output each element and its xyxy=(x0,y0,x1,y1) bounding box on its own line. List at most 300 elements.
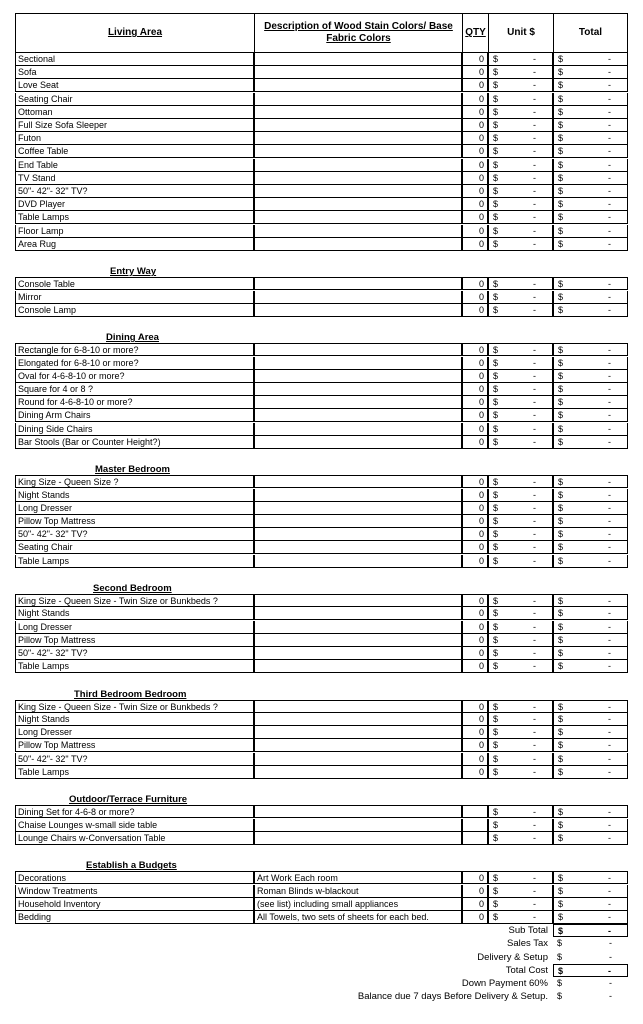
item-total xyxy=(553,660,628,673)
currency-symbol: $ xyxy=(558,410,564,421)
item-description[interactable] xyxy=(254,594,462,607)
table-row xyxy=(0,211,643,224)
item-unit-price xyxy=(488,304,553,317)
currency-symbol: $ xyxy=(493,714,499,724)
item-total xyxy=(553,607,628,620)
item-unit-price xyxy=(488,132,553,145)
currency-symbol: $ xyxy=(558,648,564,658)
item-qty[interactable]: 0 xyxy=(462,145,488,158)
item-qty[interactable]: 0 xyxy=(462,911,488,924)
item-description[interactable] xyxy=(254,634,462,647)
amount-value: - xyxy=(608,873,611,884)
currency-symbol: $ xyxy=(493,912,499,922)
table-row xyxy=(0,726,643,739)
currency-symbol: $ xyxy=(493,279,499,290)
item-total xyxy=(553,53,628,66)
item-name: 50"- 42"- 32" TV? xyxy=(15,185,254,198)
item-description[interactable] xyxy=(254,291,462,304)
summary-label: Sales Tax xyxy=(506,938,548,950)
item-qty[interactable]: 0 xyxy=(462,185,488,198)
currency-symbol: $ xyxy=(558,701,564,712)
header-living-area xyxy=(15,13,255,53)
item-name: Full Size Sofa Sleeper xyxy=(15,119,254,132)
item-qty[interactable]: 0 xyxy=(462,119,488,132)
amount-value: - xyxy=(533,661,536,672)
item-unit-price xyxy=(488,713,553,726)
item-qty[interactable] xyxy=(462,832,488,845)
summary-label: Delivery & Setup xyxy=(477,951,548,963)
item-description[interactable] xyxy=(254,409,462,422)
item-qty[interactable]: 0 xyxy=(462,225,488,238)
item-qty[interactable]: 0 xyxy=(462,238,488,251)
item-qty[interactable]: 0 xyxy=(462,396,488,409)
item-description[interactable] xyxy=(254,475,462,488)
item-name: Bar Stools (Bar or Counter Height?) xyxy=(15,436,254,449)
amount-value: - xyxy=(533,701,536,712)
summary-value xyxy=(553,964,628,977)
amount-value: - xyxy=(608,542,611,553)
table-row xyxy=(0,739,643,752)
item-description[interactable] xyxy=(254,66,462,79)
currency-symbol: $ xyxy=(558,370,564,381)
item-qty[interactable]: 0 xyxy=(462,647,488,660)
item-name: Long Dresser xyxy=(15,726,254,739)
item-description[interactable] xyxy=(254,832,462,845)
item-description[interactable] xyxy=(254,541,462,554)
table-row xyxy=(0,277,643,290)
item-unit-price xyxy=(488,93,553,106)
currency-symbol: $ xyxy=(493,54,499,64)
item-unit-price xyxy=(488,409,553,422)
amount-value: - xyxy=(533,555,536,566)
item-unit-price xyxy=(488,634,553,647)
amount-value: - xyxy=(533,159,536,170)
item-name: Floor Lamp xyxy=(15,225,254,238)
amount-value: - xyxy=(609,938,612,949)
item-qty[interactable]: 0 xyxy=(462,700,488,713)
item-unit-price xyxy=(488,225,553,238)
table-row xyxy=(0,304,643,317)
item-qty[interactable]: 0 xyxy=(462,409,488,422)
item-qty[interactable]: 0 xyxy=(462,277,488,290)
currency-symbol: $ xyxy=(558,714,564,724)
currency-symbol: $ xyxy=(558,279,564,290)
currency-symbol: $ xyxy=(558,502,564,513)
item-description[interactable] xyxy=(254,172,462,185)
item-total xyxy=(553,357,628,370)
item-qty[interactable]: 0 xyxy=(462,436,488,449)
currency-symbol: $ xyxy=(493,885,499,896)
item-qty[interactable]: 0 xyxy=(462,211,488,224)
item-description[interactable] xyxy=(254,343,462,356)
item-description[interactable] xyxy=(254,357,462,370)
item-description[interactable] xyxy=(254,198,462,211)
item-description[interactable] xyxy=(254,423,462,436)
item-qty[interactable]: 0 xyxy=(462,53,488,66)
currency-symbol: $ xyxy=(493,766,499,777)
item-qty[interactable] xyxy=(462,805,488,818)
item-qty[interactable]: 0 xyxy=(462,528,488,541)
item-unit-price xyxy=(488,502,553,515)
table-row xyxy=(0,370,643,383)
amount-value: - xyxy=(608,397,611,408)
item-unit-price xyxy=(488,700,553,713)
item-description[interactable]: Art Work Each room xyxy=(254,871,462,884)
currency-symbol: $ xyxy=(493,225,499,236)
item-qty[interactable]: 0 xyxy=(462,304,488,317)
item-qty[interactable]: 0 xyxy=(462,489,488,502)
item-description[interactable] xyxy=(254,185,462,198)
item-unit-price xyxy=(488,396,553,409)
item-qty[interactable]: 0 xyxy=(462,343,488,356)
amount-value: - xyxy=(533,370,536,381)
currency-symbol: $ xyxy=(493,701,499,712)
item-total xyxy=(553,185,628,198)
amount-value: - xyxy=(533,423,536,434)
amount-value: - xyxy=(608,186,611,196)
table-row xyxy=(0,185,643,198)
item-description[interactable] xyxy=(254,753,462,766)
amount-value: - xyxy=(608,279,611,290)
currency-symbol: $ xyxy=(493,357,499,368)
item-name: Lounge Chairs w-Conversation Table xyxy=(15,832,254,845)
currency-symbol: $ xyxy=(493,186,499,196)
item-name: Elongated for 6-8-10 or more? xyxy=(15,357,254,370)
amount-value: - xyxy=(533,357,536,368)
table-row xyxy=(0,172,643,185)
item-description[interactable]: Roman Blinds w-blackout xyxy=(254,885,462,898)
item-unit-price xyxy=(488,66,553,79)
item-name: Night Stands xyxy=(15,489,254,502)
item-description[interactable] xyxy=(254,93,462,106)
item-description[interactable] xyxy=(254,225,462,238)
currency-symbol: $ xyxy=(493,596,499,607)
item-total xyxy=(553,621,628,634)
item-qty[interactable]: 0 xyxy=(462,383,488,396)
item-unit-price xyxy=(488,885,553,898)
item-name: Table Lamps xyxy=(15,211,254,224)
currency-symbol: $ xyxy=(493,67,499,78)
item-unit-price xyxy=(488,423,553,436)
table-row xyxy=(0,607,643,620)
item-name: Square for 4 or 8 ? xyxy=(15,383,254,396)
item-description[interactable] xyxy=(254,436,462,449)
amount-value: - xyxy=(608,727,611,738)
item-total xyxy=(553,489,628,502)
item-description[interactable] xyxy=(254,739,462,752)
item-description[interactable] xyxy=(254,370,462,383)
item-name: Table Lamps xyxy=(15,766,254,779)
item-description[interactable] xyxy=(254,145,462,158)
item-qty[interactable]: 0 xyxy=(462,739,488,752)
item-name: Household Inventory xyxy=(15,898,254,911)
item-total xyxy=(553,436,628,449)
item-description[interactable] xyxy=(254,383,462,396)
item-unit-price xyxy=(488,198,553,211)
item-qty[interactable]: 0 xyxy=(462,106,488,119)
item-qty[interactable]: 0 xyxy=(462,172,488,185)
item-description[interactable] xyxy=(254,396,462,409)
amount-value: - xyxy=(608,753,611,764)
summary-value xyxy=(553,990,628,1003)
currency-symbol: $ xyxy=(558,291,564,302)
item-qty[interactable]: 0 xyxy=(462,594,488,607)
currency-symbol: $ xyxy=(493,238,499,249)
item-qty[interactable]: 0 xyxy=(462,93,488,106)
table-row xyxy=(0,753,643,766)
item-total xyxy=(553,291,628,304)
currency-symbol: $ xyxy=(493,120,499,130)
table-row xyxy=(0,871,643,884)
section-title-5: Third Bedroom Bedroom xyxy=(74,688,187,700)
header-unit xyxy=(488,13,554,53)
item-description[interactable] xyxy=(254,277,462,290)
amount-value: - xyxy=(533,502,536,513)
item-qty[interactable]: 0 xyxy=(462,79,488,92)
currency-symbol: $ xyxy=(558,516,564,526)
table-row xyxy=(0,541,643,554)
item-name: Dining Arm Chairs xyxy=(15,409,254,422)
amount-value: - xyxy=(533,436,536,447)
summary-value xyxy=(553,977,628,990)
currency-symbol: $ xyxy=(557,951,563,962)
amount-value: - xyxy=(608,898,611,909)
amount-value: - xyxy=(533,898,536,909)
item-qty[interactable]: 0 xyxy=(462,291,488,304)
currency-symbol: $ xyxy=(493,304,499,315)
item-qty[interactable]: 0 xyxy=(462,132,488,145)
item-description[interactable] xyxy=(254,647,462,660)
amount-value: - xyxy=(533,199,536,210)
item-description[interactable] xyxy=(254,621,462,634)
item-unit-price xyxy=(488,660,553,673)
item-qty[interactable]: 0 xyxy=(462,541,488,554)
item-unit-price xyxy=(488,594,553,607)
item-total xyxy=(553,66,628,79)
item-description[interactable] xyxy=(254,713,462,726)
currency-symbol: $ xyxy=(493,542,499,553)
item-qty[interactable]: 0 xyxy=(462,515,488,528)
item-unit-price xyxy=(488,726,553,739)
item-total xyxy=(553,172,628,185)
table-row xyxy=(0,911,643,924)
item-qty[interactable]: 0 xyxy=(462,766,488,779)
item-qty[interactable]: 0 xyxy=(462,198,488,211)
summary-label: Sub Total xyxy=(508,925,548,937)
currency-symbol: $ xyxy=(493,212,499,223)
item-total xyxy=(553,541,628,554)
item-unit-price xyxy=(488,145,553,158)
table-row xyxy=(0,93,643,106)
item-description[interactable] xyxy=(254,528,462,541)
item-description[interactable] xyxy=(254,79,462,92)
item-description[interactable] xyxy=(254,304,462,317)
item-unit-price xyxy=(488,238,553,251)
table-row xyxy=(0,409,643,422)
item-qty[interactable]: 0 xyxy=(462,634,488,647)
item-qty[interactable]: 0 xyxy=(462,753,488,766)
amount-value: - xyxy=(608,489,611,500)
table-row xyxy=(0,805,643,818)
item-unit-price xyxy=(488,277,553,290)
currency-symbol: $ xyxy=(493,621,499,632)
item-description[interactable] xyxy=(254,132,462,145)
amount-value: - xyxy=(608,370,611,381)
item-unit-price xyxy=(488,753,553,766)
amount-value: - xyxy=(533,225,536,236)
currency-symbol: $ xyxy=(493,370,499,381)
amount-value: - xyxy=(533,766,536,777)
item-qty[interactable]: 0 xyxy=(462,660,488,673)
currency-symbol: $ xyxy=(493,661,499,672)
amount-value: - xyxy=(608,410,611,421)
item-qty[interactable]: 0 xyxy=(462,159,488,172)
item-qty[interactable]: 0 xyxy=(462,66,488,79)
amount-value: - xyxy=(608,701,611,712)
table-row xyxy=(0,145,643,158)
table-row xyxy=(0,594,643,607)
amount-value: - xyxy=(533,54,536,64)
item-description[interactable]: (see list) including small appliances xyxy=(254,898,462,911)
item-qty[interactable]: 0 xyxy=(462,607,488,620)
item-name: Night Stands xyxy=(15,607,254,620)
amount-value: - xyxy=(533,516,536,526)
item-description[interactable] xyxy=(254,119,462,132)
item-description[interactable] xyxy=(254,660,462,673)
currency-symbol: $ xyxy=(493,727,499,738)
currency-symbol: $ xyxy=(493,648,499,658)
amount-value: - xyxy=(608,885,611,896)
item-unit-price xyxy=(488,739,553,752)
currency-symbol: $ xyxy=(557,991,563,1002)
item-description[interactable] xyxy=(254,489,462,502)
item-name: Console Table xyxy=(15,277,254,290)
item-name: Pillow Top Mattress xyxy=(15,634,254,647)
amount-value: - xyxy=(533,186,536,196)
currency-symbol: $ xyxy=(558,753,564,764)
item-qty[interactable]: 0 xyxy=(462,871,488,884)
item-description[interactable] xyxy=(254,502,462,515)
currency-symbol: $ xyxy=(558,634,564,645)
item-total xyxy=(553,819,628,832)
currency-symbol: $ xyxy=(558,212,564,223)
item-description[interactable] xyxy=(254,211,462,224)
amount-value: - xyxy=(533,106,536,117)
item-total xyxy=(553,225,628,238)
item-description[interactable] xyxy=(254,700,462,713)
item-unit-price xyxy=(488,185,553,198)
item-name: Futon xyxy=(15,132,254,145)
item-qty[interactable]: 0 xyxy=(462,502,488,515)
amount-value: - xyxy=(608,965,611,976)
item-qty[interactable]: 0 xyxy=(462,713,488,726)
amount-value: - xyxy=(608,67,611,78)
item-total xyxy=(553,383,628,396)
currency-symbol: $ xyxy=(493,529,499,540)
amount-value: - xyxy=(533,753,536,764)
item-qty[interactable]: 0 xyxy=(462,621,488,634)
item-total xyxy=(553,766,628,779)
item-description[interactable] xyxy=(254,159,462,172)
item-unit-price xyxy=(488,898,553,911)
item-description[interactable] xyxy=(254,726,462,739)
item-qty[interactable]: 0 xyxy=(462,475,488,488)
currency-symbol: $ xyxy=(558,199,564,210)
summary-label: Balance due 7 days Before Delivery & Setup. xyxy=(357,991,548,1003)
item-name: Decorations xyxy=(15,871,254,884)
item-qty[interactable]: 0 xyxy=(462,555,488,568)
table-row xyxy=(0,106,643,119)
item-description[interactable] xyxy=(254,805,462,818)
item-qty[interactable]: 0 xyxy=(462,885,488,898)
item-description[interactable]: All Towels, two sets of sheets for each bed. xyxy=(254,911,462,924)
item-description[interactable] xyxy=(254,53,462,66)
table-row xyxy=(0,357,643,370)
amount-value: - xyxy=(533,172,536,183)
currency-symbol: $ xyxy=(493,133,499,144)
amount-value: - xyxy=(609,991,612,1002)
currency-symbol: $ xyxy=(558,357,564,368)
item-qty[interactable] xyxy=(462,819,488,832)
item-unit-price xyxy=(488,475,553,488)
item-qty[interactable]: 0 xyxy=(462,423,488,436)
item-name: 50"- 42"- 32" TV? xyxy=(15,753,254,766)
item-qty[interactable]: 0 xyxy=(462,726,488,739)
item-description[interactable] xyxy=(254,766,462,779)
item-description[interactable] xyxy=(254,555,462,568)
item-unit-price xyxy=(488,911,553,924)
item-qty[interactable]: 0 xyxy=(462,898,488,911)
item-description[interactable] xyxy=(254,106,462,119)
item-description[interactable] xyxy=(254,238,462,251)
item-name: Round for 4-6-8-10 or more? xyxy=(15,396,254,409)
item-name: Table Lamps xyxy=(15,555,254,568)
amount-value: - xyxy=(608,661,611,672)
currency-symbol: $ xyxy=(558,397,564,408)
table-row xyxy=(0,700,643,713)
item-unit-price xyxy=(488,607,553,620)
amount-value: - xyxy=(533,529,536,540)
item-description[interactable] xyxy=(254,607,462,620)
currency-symbol: $ xyxy=(558,489,564,500)
table-row xyxy=(0,343,643,356)
currency-symbol: $ xyxy=(493,489,499,500)
item-total xyxy=(553,739,628,752)
item-description[interactable] xyxy=(254,819,462,832)
item-description[interactable] xyxy=(254,515,462,528)
item-unit-price xyxy=(488,647,553,660)
item-qty[interactable]: 0 xyxy=(462,370,488,383)
amount-value: - xyxy=(533,596,536,607)
table-row xyxy=(0,502,643,515)
item-total xyxy=(553,753,628,766)
item-total xyxy=(553,647,628,660)
header-qty-label: QTY xyxy=(465,27,486,38)
item-total xyxy=(553,106,628,119)
amount-value: - xyxy=(533,304,536,315)
item-name: Pillow Top Mattress xyxy=(15,515,254,528)
currency-symbol: $ xyxy=(493,608,499,619)
amount-value: - xyxy=(608,133,611,144)
item-name: Oval for 4-6-8-10 or more? xyxy=(15,370,254,383)
item-qty[interactable]: 0 xyxy=(462,357,488,370)
item-total xyxy=(553,515,628,528)
amount-value: - xyxy=(609,978,612,988)
item-total xyxy=(553,713,628,726)
amount-value: - xyxy=(533,819,536,830)
amount-value: - xyxy=(608,120,611,130)
table-row xyxy=(0,396,643,409)
